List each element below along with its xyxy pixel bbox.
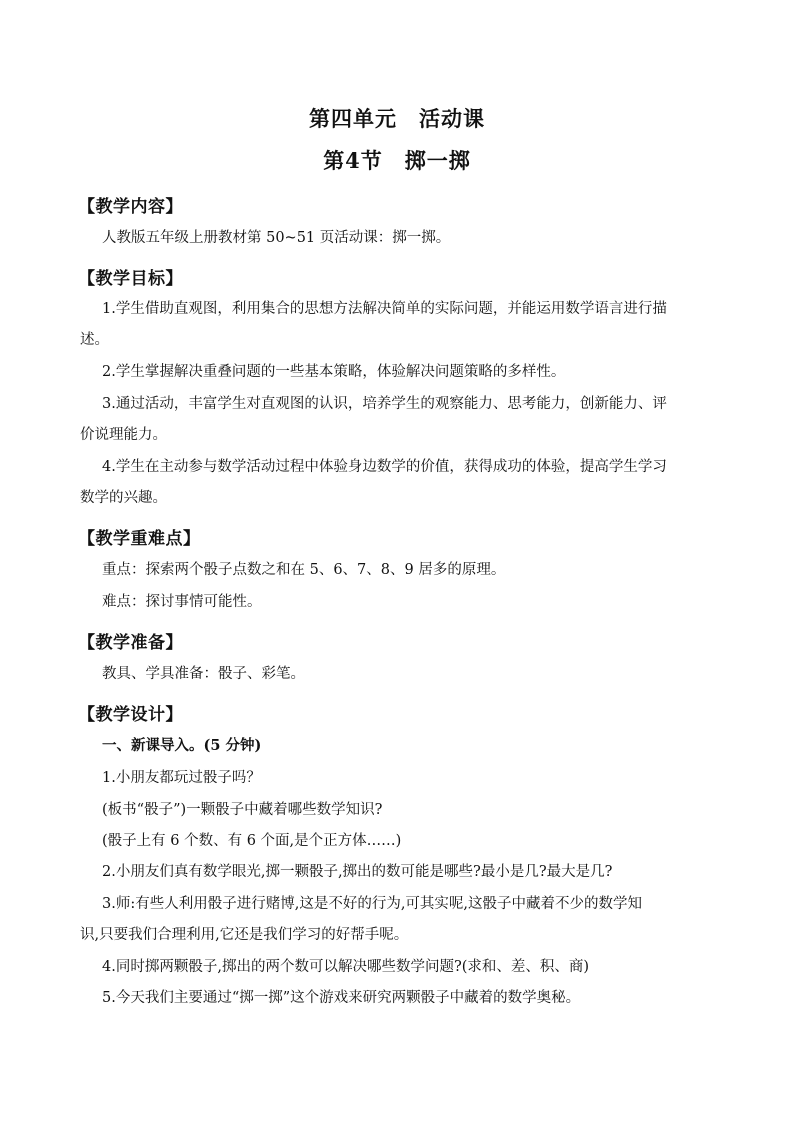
goal-1-line-2: 述。 bbox=[80, 332, 109, 348]
design-q1-answer: (骰子上有 6 个数、有 6 个面,是个正方体……) bbox=[102, 833, 402, 849]
heading-design: 【教学设计】 bbox=[78, 705, 183, 725]
design-q5: 5.今天我们主要通过“掷一掷”这个游戏来研究两颗骰子中藏着的数学奥秘。 bbox=[102, 990, 581, 1006]
heading-preparation: 【教学准备】 bbox=[78, 633, 183, 653]
unit-title: 第四单元 活动课 bbox=[309, 106, 485, 131]
design-q1-note: (板书“骰子”)一颗骰子中藏着哪些数学知识? bbox=[102, 802, 383, 818]
design-q2: 2.小朋友们真有数学眼光,掷一颗骰子,掷出的数可能是哪些?最小是几?最大是几? bbox=[102, 864, 613, 880]
heading-key-points: 【教学重难点】 bbox=[78, 529, 201, 549]
goal-2: 2.学生掌握解决重叠问题的一些基本策略，体验解决问题策略的多样性。 bbox=[102, 364, 566, 380]
lesson-title: 第4节 掷一掷 bbox=[323, 148, 471, 173]
goal-4-line-1: 4.学生在主动参与数学活动过程中体验身边数学的价值，获得成功的体验，提高学生学习 bbox=[102, 459, 667, 475]
design-q3-line-1: 3.师:有些人利用骰子进行赌博,这是不好的行为,可其实呢,这骰子中藏着不少的数学知 bbox=[102, 896, 643, 912]
key-point: 重点：探索两个骰子点数之和在 5、6、7、8、9 居多的原理。 bbox=[102, 562, 506, 578]
heading-teaching-content: 【教学内容】 bbox=[78, 197, 183, 217]
goal-3-line-1: 3.通过活动，丰富学生对直观图的认识，培养学生的观察能力、思考能力，创新能力、评 bbox=[102, 396, 667, 412]
design-q1: 1.小朋友都玩过骰子吗？ bbox=[102, 770, 261, 786]
goal-4-line-2: 数学的兴趣。 bbox=[80, 490, 167, 506]
teaching-content-text: 人教版五年级上册教材第 50~51 页活动课：掷一掷。 bbox=[102, 230, 451, 246]
design-q4: 4.同时掷两颗骰子,掷出的两个数可以解决哪些数学问题?(求和、差、积、商) bbox=[102, 959, 590, 975]
difficult-point: 难点：探讨事情可能性。 bbox=[102, 594, 262, 610]
heading-teaching-goals: 【教学目标】 bbox=[78, 269, 183, 289]
preparation-text: 教具、学具准备：骰子、彩笔。 bbox=[102, 666, 305, 682]
goal-3-line-2: 价说理能力。 bbox=[80, 427, 167, 443]
design-q3-line-2: 识,只要我们合理利用,它还是我们学习的好帮手呢。 bbox=[80, 927, 409, 943]
goal-1-line-1: 1.学生借助直观图，利用集合的思想方法解决简单的实际问题，并能运用数学语言进行描 bbox=[102, 301, 667, 317]
part-1-title: 一、新课导入。(5 分钟) bbox=[102, 737, 262, 754]
